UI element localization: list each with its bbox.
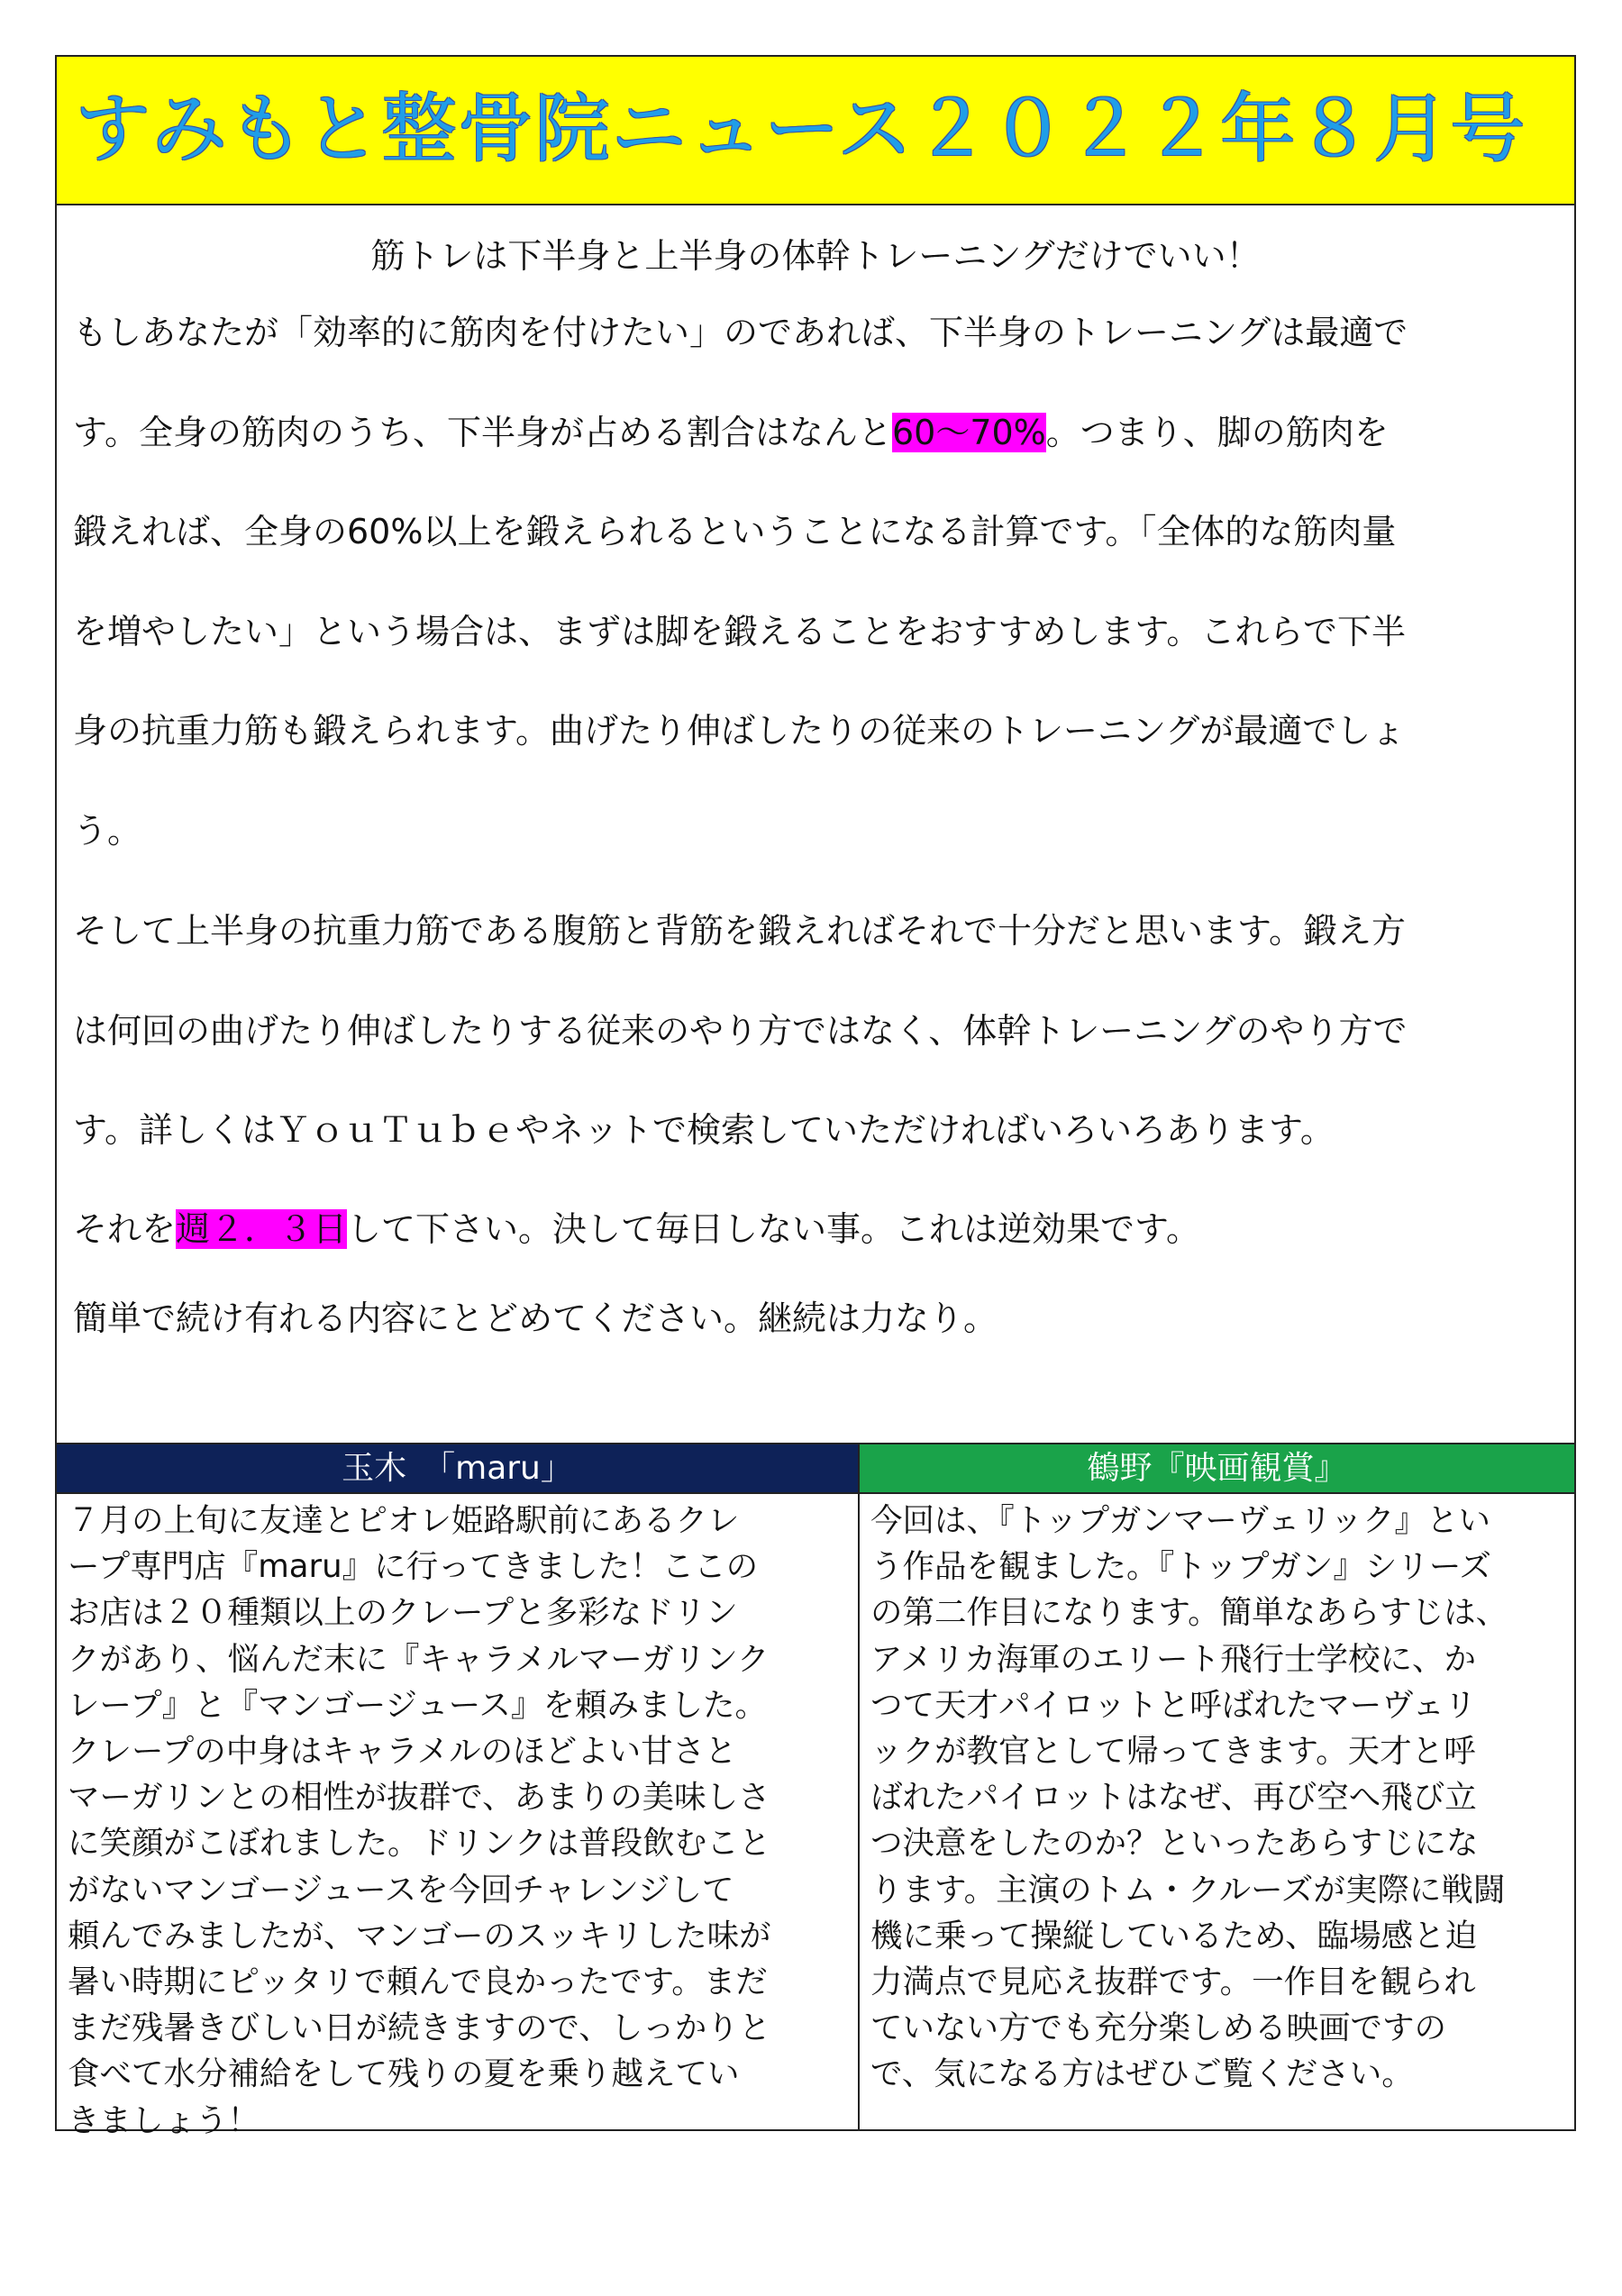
column-line: ばれたパイロットはなぜ、再び空へ飛び立 <box>870 1779 1477 1817</box>
article-line: そして上半身の抗重力筋である腹筋と背筋を鍛えればそれで十分だと思います。鍛え方 <box>73 911 1406 951</box>
column-line: に笑顔がこぼれました。ドリンクは普段飲むこと <box>68 1825 771 1863</box>
column-body-tsuruno <box>860 1494 1574 2098</box>
column-line: ７月の上旬に友達とピオレ姫路駅前にあるクレ <box>68 1502 740 1539</box>
column-line: がないマンゴージュースを今回チャレンジして <box>68 1871 734 1909</box>
column-heading-tsuruno: 鶴野『映画観賞』 <box>860 1443 1574 1494</box>
column-line: レープ』と『マンゴージュース』を頼みました。 <box>68 1686 768 1724</box>
column-line: きましょう！ <box>68 2101 260 2139</box>
column-line: 暑い時期にピッタリで頼んで良かったです。まだ <box>68 1963 768 2001</box>
article-line: 簡単で続け有れる内容にとどめてください。継続は力なり。 <box>73 1298 998 1338</box>
article-line: を増やしたい」という場合は、まずは脚を鍛えることをおすすめします。これらで下半 <box>73 612 1406 651</box>
column-line: ります。主演のトム・クルーズが実際に戦闘 <box>870 1871 1506 1909</box>
column-line: 今回は、『トップガンマーヴェリック』とい <box>870 1502 1490 1539</box>
article-text: それを <box>73 1209 177 1249</box>
column-tamaki <box>57 1443 860 2139</box>
article-line: は何回の曲げたり伸ばしたりする従来のやり方ではなく、体幹トレーニングのやり方で <box>73 1011 1408 1051</box>
column-line: ていない方でも充分楽しめる映画ですの <box>870 2009 1447 2047</box>
article-text: す。全身の筋肉のうち、下半身が占める割合はなんと <box>73 413 892 452</box>
column-line: つ決意をしたのか？といったあらすじにな <box>870 1825 1479 1863</box>
column-line: 機に乗って操縦しているため、臨場感と迫 <box>870 1917 1478 1954</box>
column-tsuruno <box>860 1443 1574 2129</box>
column-line: アメリカ海軍のエリート飛行士学校に、か <box>870 1640 1477 1678</box>
article-line <box>73 1207 1200 1252</box>
column-line: お店は２０種類以上のクレープと多彩なドリン <box>68 1594 738 1632</box>
column-line: マーガリンとの相性が抜群で、あまりの美味しさ <box>68 1779 770 1817</box>
article-line: す。詳しくはＹｏｕＴｕｂｅやネットで検索していただければいろいろあります。 <box>73 1110 1335 1150</box>
column-line: 力満点で見応え抜群です。一作目を観られ <box>870 1963 1476 2001</box>
article-line: 身の抗重力筋も鍛えられます。曲げたり伸ばしたりの従来のトレーニングが最適でしょ <box>73 711 1406 751</box>
main-article <box>57 205 1574 1443</box>
highlight-frequency: 週２．３日 <box>176 1209 348 1249</box>
article-headline: 筋トレは下半身と上半身の体幹トレーニングだけでいい！ <box>370 236 1261 276</box>
article-line: 鍛えれば、全身の60%以上を鍛えられるということになる計算です。「全体的な筋肉量 <box>73 512 1397 551</box>
column-line: の第二作目になります。簡単なあらすじは、 <box>870 1594 1508 1632</box>
newsletter-title: すみもと整骨院ニュース２０２２年８月号 <box>75 85 1526 173</box>
column-line: クがあり、悩んだ末に『キャラメルマーガリンク <box>68 1640 770 1678</box>
article-text: して下さい。決して毎日しない事。これは逆効果です。 <box>347 1209 1200 1249</box>
title-banner <box>57 57 1574 205</box>
column-body-tamaki <box>57 1494 858 2144</box>
column-line: 頼んでみましたが、マンゴーのスッキリした味が <box>68 1917 771 1954</box>
column-heading-tamaki: 玉木 「maru」 <box>57 1443 858 1494</box>
column-line: ックが教官として帰ってきます。天才と呼 <box>870 1733 1476 1771</box>
newsletter-sheet <box>55 55 1576 2139</box>
column-line: で、気になる方はぜひご覧ください。 <box>870 2055 1414 2093</box>
column-line: まだ残暑きびしい日が続きますので、しっかりと <box>68 2009 771 2047</box>
article-line: う。 <box>73 811 142 851</box>
highlight-percentage: 60〜70% <box>891 413 1046 452</box>
article-line: もしあなたが「効率的に筋肉を付けたい」のであれば、下半身のトレーニングは最適で <box>73 313 1408 352</box>
column-line: う作品を観ました。『トップガン』シリーズ <box>870 1548 1492 1586</box>
article-text: 。つまり、脚の筋肉を <box>1045 413 1389 452</box>
article-line <box>73 410 1389 455</box>
column-line: 食べて水分補給をして残りの夏を乗り越えてい <box>68 2055 740 2093</box>
column-line: つて天才パイロットと呼ばれたマーヴェリ <box>870 1686 1477 1724</box>
column-line: クレープの中身はキャラメルのほどよい甘さと <box>68 1733 737 1771</box>
column-line: ープ専門店『maru』に行ってきました！ここの <box>68 1548 759 1586</box>
